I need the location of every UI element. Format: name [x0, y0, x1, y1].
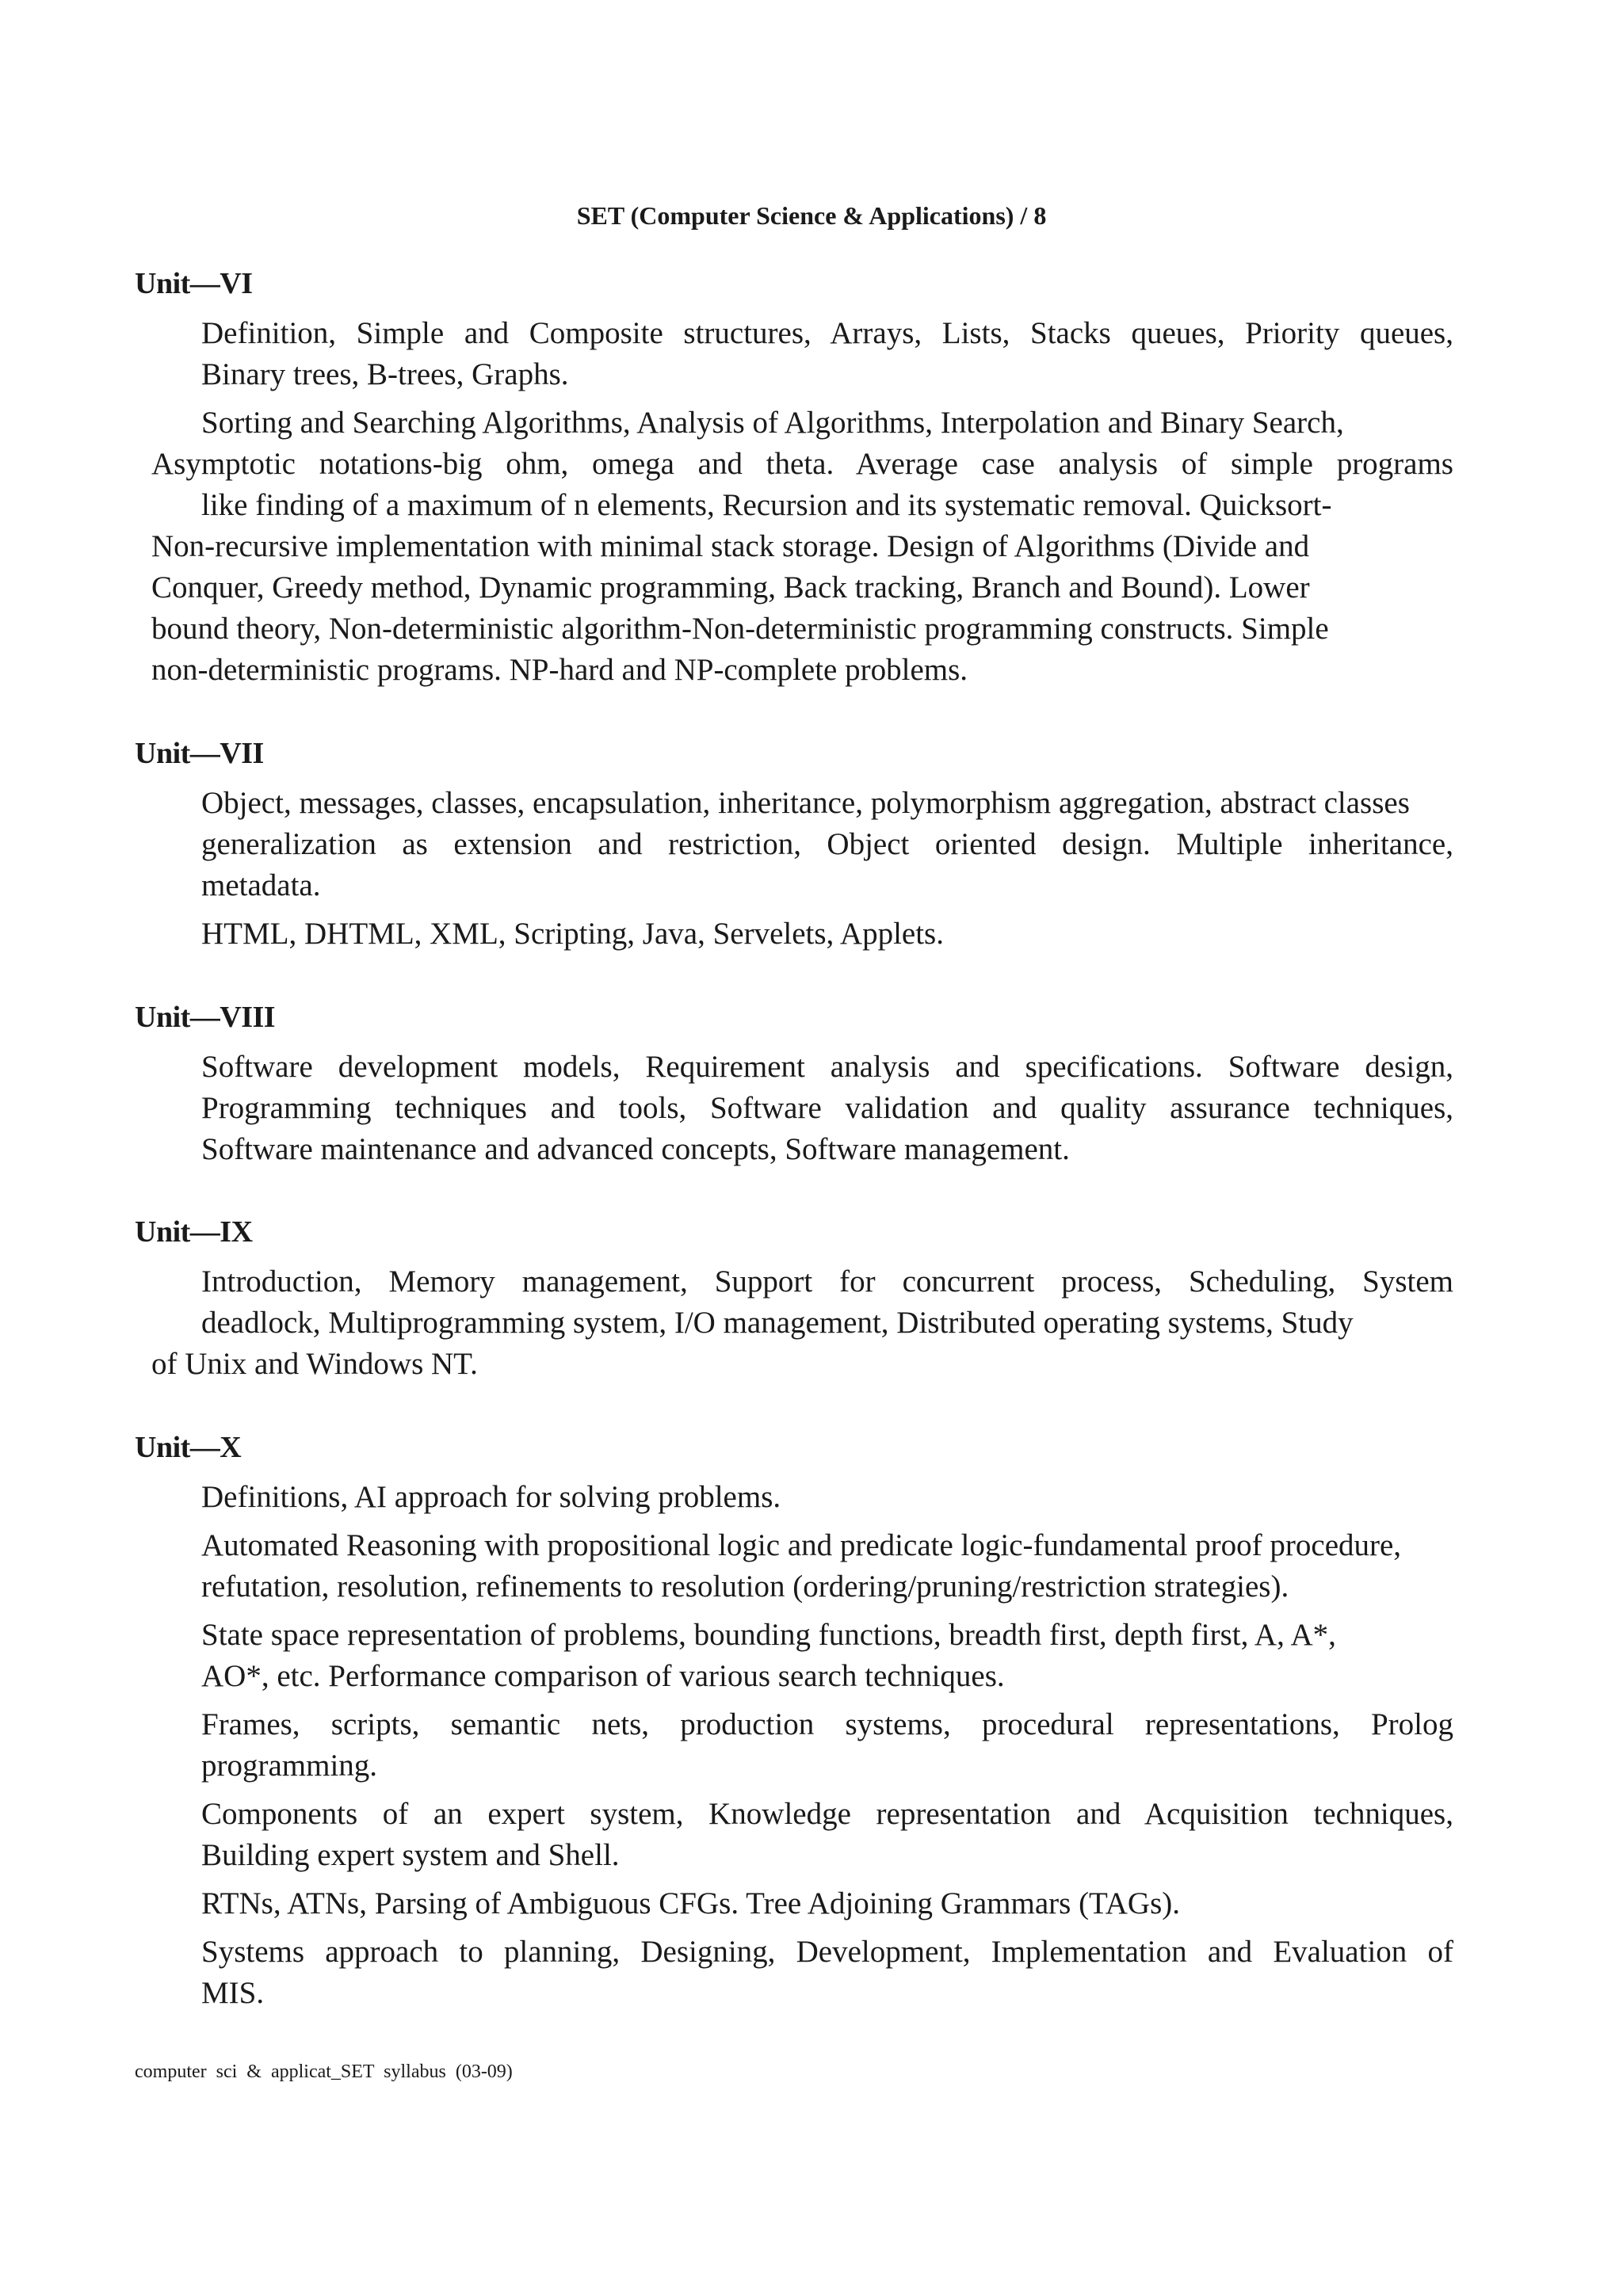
unit-8-line: Software development models, Requirement analysis and specifications. Software design, [201, 1050, 1453, 1084]
unit-9-heading: Unit—IX [135, 1215, 253, 1249]
unit-9-line: deadlock, Multiprogramming system, I/O management, Distributed operating systems, Study [201, 1306, 1354, 1340]
unit-7-line: generalization as extension and restriction, Object oriented design. Multiple inheritance, [201, 827, 1453, 861]
unit-6-line: Binary trees, B-trees, Graphs. [201, 357, 569, 391]
unit-10-line: RTNs, ATNs, Parsing of Ambiguous CFGs. Tree Adjoining Grammars (TAGs). [201, 1886, 1180, 1920]
unit-9-line: Introduction, Memory management, Support for concurrent process, Scheduling, System [201, 1264, 1453, 1299]
unit-8-line: Programming techniques and tools, Software validation and quality assurance techniques, [201, 1091, 1453, 1125]
page-header: SET (Computer Science & Applications) / 8 [576, 201, 1047, 230]
unit-10-line: Definitions, AI approach for solving problems. [201, 1480, 781, 1514]
unit-10-line: Systems approach to planning, Designing, Development, Implementation and Evaluation of [201, 1935, 1453, 1969]
unit-10-line: refutation, resolution, refinements to resolution (ordering/pruning/restriction strategies). [201, 1569, 1289, 1604]
unit-6-line: like finding of a maximum of n elements, Recursion and its systematic removal. Quicksort- [201, 488, 1332, 522]
unit-7-line: metadata. [201, 868, 321, 902]
unit-6-heading: Unit—VI [135, 267, 253, 300]
page-footer: computer sci & applicat_SET syllabus (03-09) [135, 2061, 513, 2082]
unit-6-line: bound theory, Non-deterministic algorithm-Non-deterministic programming constructs. Simple [151, 612, 1329, 646]
unit-7-line: Object, messages, classes, encapsulation, inheritance, polymorphism aggregation, abstract classes [201, 786, 1410, 820]
unit-10-heading: Unit—X [135, 1431, 242, 1464]
unit-6-line: Asymptotic notations-big ohm, omega and theta. Average case analysis of simple programs [151, 447, 1453, 481]
unit-7-line: HTML, DHTML, XML, Scripting, Java, Servelets, Applets. [201, 917, 944, 951]
unit-6-line: Definition, Simple and Composite structures, Arrays, Lists, Stacks queues, Priority queues, [201, 316, 1453, 350]
unit-10-line: AO*, etc. Performance comparison of various search techniques. [201, 1659, 1005, 1693]
unit-10-line: programming. [201, 1749, 378, 1783]
unit-6-line: Non-recursive implementation with minimal stack storage. Design of Algorithms (Divide and [151, 529, 1310, 563]
unit-6-line: non-deterministic programs. NP-hard and NP-complete problems. [151, 653, 968, 687]
unit-9-line: of Unix and Windows NT. [151, 1347, 478, 1381]
unit-6-line: Sorting and Searching Algorithms, Analysis of Algorithms, Interpolation and Binary Search, [201, 406, 1344, 440]
unit-7-heading: Unit—VII [135, 737, 264, 770]
unit-6-line: Conquer, Greedy method, Dynamic programming, Back tracking, Branch and Bound). Lower [151, 570, 1310, 605]
unit-10-line: State space representation of problems, bounding functions, breadth first, depth first, A, A*, [201, 1618, 1336, 1652]
unit-10-line: MIS. [201, 1976, 265, 2010]
unit-10-line: Frames, scripts, semantic nets, production systems, procedural representations, Prolog [201, 1707, 1453, 1741]
unit-10-line: Components of an expert system, Knowledge representation and Acquisition techniques, [201, 1797, 1453, 1831]
unit-8-heading: Unit—VIII [135, 1001, 276, 1034]
unit-8-line: Software maintenance and advanced concepts, Software management. [201, 1132, 1070, 1166]
unit-10-line: Building expert system and Shell. [201, 1838, 620, 1872]
unit-10-line: Automated Reasoning with propositional logic and predicate logic-fundamental proof procedure, [201, 1528, 1402, 1562]
